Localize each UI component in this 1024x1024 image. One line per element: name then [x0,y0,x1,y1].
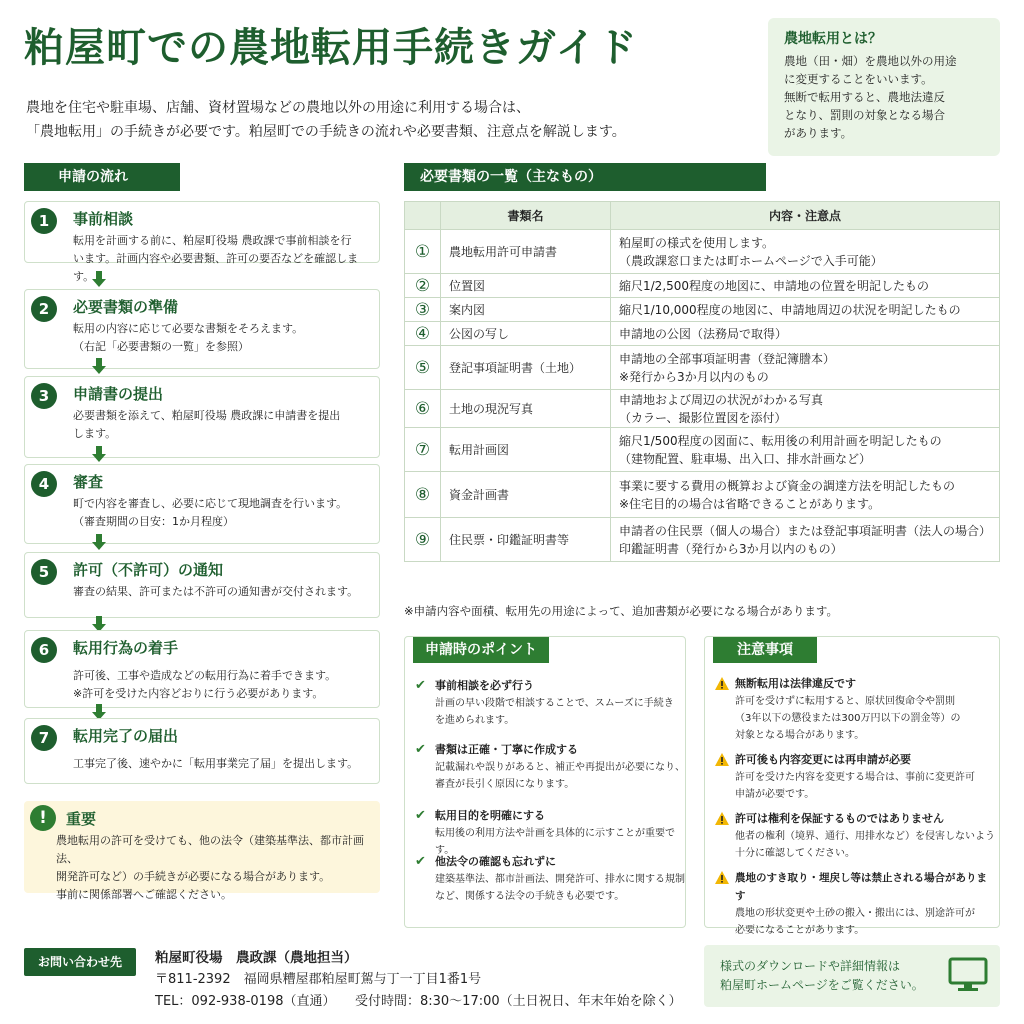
point-item [415,741,685,793]
doc-desc [611,274,1000,298]
doc-name: 案内図 [441,298,611,322]
doc-desc-line: ※住宅目的の場合は省略できることがあります。 [619,496,881,511]
caution-desc: （3年以下の懲役または300万円以下の罰金等）の [735,713,961,724]
caution-item [715,810,997,862]
caution-item [715,751,997,803]
doc-desc [611,390,1000,428]
step-desc-line: 許可後、工事や造成などの転用行為に着手できます。 [73,669,337,682]
caution-title: 農地のすき取り・埋戻し等は禁止される場合があります [735,872,987,902]
doc-desc [611,322,1000,346]
step-number: 5 [31,559,57,585]
doc-name: 公図の写し [441,322,611,346]
download-line: 様式のダウンロードや詳細情報は [720,959,901,973]
step-desc-line: います。計画内容や必要書類、許可の要否などを確認します。 [73,252,359,283]
doc-desc-line: 事業に要する費用の概算および資金の調達方法を明記したもの [619,478,956,493]
important-box [24,801,380,901]
step-desc [73,320,373,356]
step-desc-line: 工事完了後、速やかに「転用事業完了届」を提出します。 [73,757,359,770]
row-number: ⑧ [405,472,441,518]
docs-note: ※申請内容や面積、転用先の用途によって、追加書類が必要になる場合があります。 [404,604,838,618]
table-header-row [405,202,1000,230]
caution-desc: 許可を受けずに転用すると、原状回復命令や罰則 [735,696,955,707]
doc-name: 土地の現況写真 [441,390,611,428]
step-desc [73,495,373,531]
point-item [415,677,685,729]
arrow-down-icon [92,446,106,462]
arrow-down-icon [92,534,106,550]
doc-desc-line: 申請地の公図（法務局で取得） [619,326,788,341]
doc-desc [611,518,1000,562]
table-row [405,346,1000,390]
flow-step [24,552,380,618]
caution-title: 許可後も内容変更には再申請が必要 [735,753,911,766]
doc-desc [611,298,1000,322]
what-is-line: となり、罰則の対象となる場合 [784,108,945,122]
flow-step [24,201,380,283]
what-is-line: があります。 [784,126,853,140]
step-number: 7 [31,725,57,751]
monitor-icon [948,957,988,993]
point-desc: 建築基準法、都市計画法、開発許可、排水に関する規制 [435,874,685,885]
point-title: 書類は正確・丁寧に作成する [435,743,578,756]
point-title: 他法令の確認も忘れずに [435,855,556,868]
what-is-body [784,52,984,142]
table-row [405,322,1000,346]
important-line: 開発許可など）の手続きが必要になる場合があります。 [56,870,331,883]
step-title: 転用完了の届出 [73,727,179,745]
download-line: 粕屋町ホームページをご覧ください。 [720,978,924,992]
caution-desc: 対象となる場合があります。 [735,730,865,741]
step-title: 許可（不許可）の通知 [73,561,224,579]
point-title: 事前相談を必ず行う [435,679,534,692]
step-desc [73,232,373,286]
intro-line: 農地を住宅や駐車場、店舗、資材置場などの農地以外の用途に利用する場合は、 [26,100,530,116]
caution-item [715,869,997,939]
important-line: 農地転用の許可を受けても、他の法令（建築基準法、都市計画法、 [56,834,364,865]
download-box[interactable] [704,945,1000,1007]
point-desc: 計画の早い段階で相談することで、スムーズに手続き [435,698,674,709]
point-title: 転用目的を明確にする [435,809,545,822]
flow-step [24,289,380,369]
step-title: 事前相談 [73,210,134,228]
intro-text [26,96,746,144]
cautions-heading: 注意事項 [713,637,817,663]
step-desc [73,667,373,703]
table-row [405,390,1000,428]
point-item [415,807,685,859]
table-row [405,274,1000,298]
doc-desc-line: 印鑑証明書（発行から3か月以内のもの） [619,541,843,556]
step-desc-line: （審査期間の目安：1か月程度） [73,515,234,528]
doc-desc-line: （農政課窓口または町ホームページで入手可能） [619,253,883,268]
table-row [405,518,1000,562]
caution-desc: 必要になることがあります。 [735,925,865,936]
contact-badge: お問い合わせ先 [24,948,136,976]
step-number: 1 [31,208,57,234]
doc-name: 位置図 [441,274,611,298]
what-is-line: 農地（田・畑）を農地以外の用途 [784,54,957,68]
contact-address: 〒811-2392 福岡県糟屋郡粕屋町駕与丁一丁目1番1号 [155,972,482,987]
step-title: 申請書の提出 [73,385,164,403]
step-number: 2 [31,296,57,322]
step-title: 審査 [73,473,104,491]
important-body [56,832,376,904]
cautions-panel [704,636,1000,936]
doc-name: 転用計画図 [441,428,611,472]
doc-name: 農地転用許可申請書 [441,230,611,274]
check-icon: ✔ [415,854,426,869]
point-desc: 転用後の利用方法や計画を具体的に示すことが重要です。 [435,828,675,856]
row-number: ② [405,274,441,298]
what-is-line: に変更することをいいます。 [784,72,933,86]
contact-org: 粕屋町役場 農政課（農地担当） [155,950,358,966]
step-title: 転用行為の着手 [73,639,179,657]
point-desc: 記載漏れや誤りがあると、補正や再提出が必要になり、 [435,762,685,773]
row-number: ⑤ [405,346,441,390]
doc-desc-line: 粕屋町の様式を使用します。 [619,235,775,250]
doc-name: 資金計画書 [441,472,611,518]
caution-item [715,675,997,744]
doc-desc-line: （建物配置、駐車場、出入口、排水計画など） [619,451,872,466]
doc-name: 住民票・印鑑証明書等 [441,518,611,562]
step-number: 3 [31,383,57,409]
row-number: ⑦ [405,428,441,472]
step-desc-line: します。 [73,427,117,440]
doc-desc-line: （カラー、撮影位置図を添付） [619,410,787,425]
warning-icon [715,677,729,690]
points-panel [404,636,686,928]
step-desc-line: ※許可を受けた内容どおりに行う必要があります。 [73,687,324,700]
download-text [720,957,950,995]
caution-desc: 許可を受けた内容を変更する場合は、事前に変更許可 [735,772,975,783]
arrow-down-icon [92,358,106,374]
table-header-blank [405,202,441,230]
table-row [405,472,1000,518]
exclamation-icon: ! [30,805,56,831]
row-number: ⑥ [405,390,441,428]
row-number: ① [405,230,441,274]
contact-info [155,947,682,1013]
step-desc [73,407,373,443]
step-desc-line: 町で内容を審査し、必要に応じて現地調査を行います。 [73,497,348,510]
doc-desc-line: 申請地および周辺の状況がわかる写真 [619,392,824,407]
row-number: ⑨ [405,518,441,562]
check-icon: ✔ [415,678,426,693]
warning-icon [715,871,729,884]
caution-desc: 農地の形状変更や土砂の搬入・搬出には、別途許可が [735,908,975,919]
table-row [405,298,1000,322]
doc-desc-line: 縮尺1/500程度の図面に、転用後の利用計画を明記したもの [619,433,942,448]
step-desc-line: 必要書類を添えて、粕屋町役場 農政課に申請書を提出 [73,409,341,422]
row-number: ④ [405,322,441,346]
doc-desc-line: 縮尺1/2,500程度の地図に、申請地の位置を明記したもの [619,278,930,293]
check-icon: ✔ [415,808,426,823]
docs-heading: 必要書類の一覧（主なもの） [404,163,766,191]
step-title: 必要書類の準備 [73,298,179,316]
step-number: 6 [31,637,57,663]
caution-desc: 他者の権利（境界、通行、用排水など）を侵害しないよう [735,831,995,842]
step-desc-line: 転用の内容に応じて必要な書類をそろえます。 [73,322,304,335]
doc-name: 登記事項証明書（土地） [441,346,611,390]
intro-line: 「農地転用」の手続きが必要です。粕屋町での手続きの流れや必要書類、注意点を解説します。 [26,124,626,140]
step-desc [73,755,373,773]
check-icon: ✔ [415,742,426,757]
doc-desc-line: 申請地の全部事項証明書（登記簿謄本） [619,351,836,366]
point-desc: 審査が長引く原因になります。 [435,779,575,790]
doc-desc [611,346,1000,390]
step-desc-line: 転用を計画する前に、粕屋町役場 農政課で事前相談を行 [73,234,352,247]
flow-heading: 申請の流れ [24,163,180,191]
caution-desc: 十分に確認してください。 [735,848,855,859]
warning-icon [715,812,729,825]
warning-icon [715,753,729,766]
flow-step [24,630,380,708]
flow-step [24,718,380,784]
what-is-box [768,18,1000,156]
table-row [405,428,1000,472]
doc-desc-line: 申請者の住民票（個人の場合）または登記事項証明書（法人の場合） [619,523,992,538]
caution-title: 許可は権利を保証するものではありません [735,812,944,825]
point-desc: を進められます。 [435,715,515,726]
table-header-name: 書類名 [441,202,611,230]
caution-title: 無断転用は法律違反です [735,677,856,690]
doc-desc [611,428,1000,472]
doc-desc [611,230,1000,274]
doc-desc-line: ※発行から3か月以内のもの [619,369,769,384]
important-heading: 重要 [66,810,97,828]
doc-desc-line: 縮尺1/10,000程度の地図に、申請地周辺の状況を明記したもの [619,302,961,317]
doc-desc [611,472,1000,518]
arrow-down-icon [92,271,106,287]
what-is-line: 無断で転用すると、農地法違反 [784,90,945,104]
point-item [415,853,685,905]
contact-tel: TEL：092-938-0198（直通） 受付時間：8:30〜17:00（土日祝日、年末年始を除く） [155,994,682,1009]
table-header-desc: 内容・注意点 [611,202,1000,230]
what-is-heading: 農地転用とは？ [784,31,882,47]
step-desc-line: （右記「必要書類の一覧」を参照） [73,340,249,353]
step-desc [73,583,373,601]
point-desc: など、関係する法令の手続きも必要です。 [435,891,625,902]
row-number: ③ [405,298,441,322]
flow-step [24,376,380,458]
caution-desc: 申請が必要です。 [735,789,815,800]
step-desc-line: 審査の結果、許可または不許可の通知書が交付されます。 [73,585,359,598]
important-line: 事前に関係部署へご確認ください。 [56,888,232,901]
points-heading: 申請時のポイント [413,637,549,663]
page-title: 粕屋町での農地転用手続きガイド [24,25,638,71]
docs-table [404,201,1000,562]
step-number: 4 [31,471,57,497]
flow-step [24,464,380,544]
table-row [405,230,1000,274]
